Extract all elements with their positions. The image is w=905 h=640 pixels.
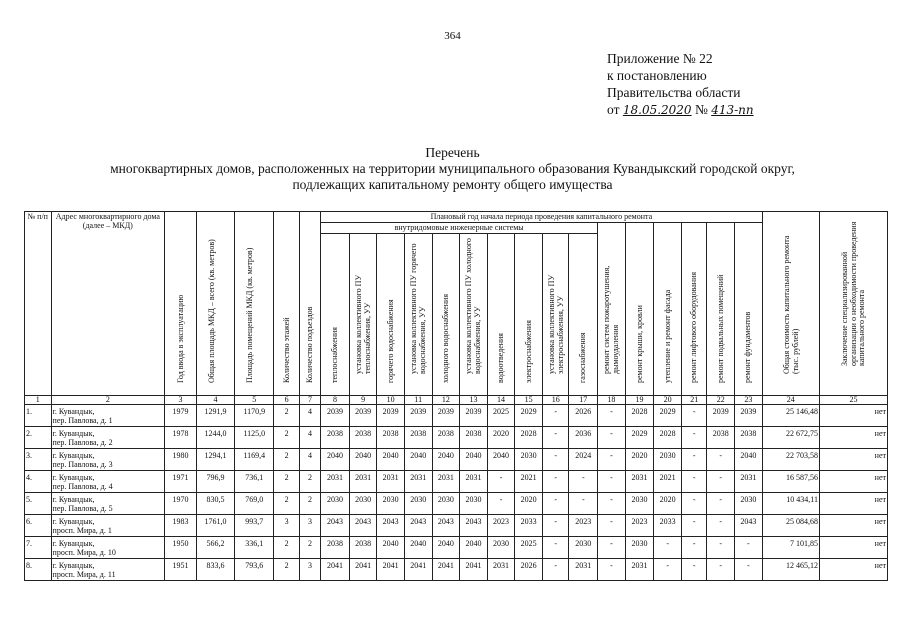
cell-c11: 2043 <box>404 515 432 537</box>
column-number: 3 <box>165 396 197 405</box>
address-city: г. Кувандык, <box>52 495 95 504</box>
cell-c14: 2020 <box>487 427 515 449</box>
cell-ent: 4 <box>299 427 320 449</box>
address-street: пер. Павлова, д. 1 <box>52 416 113 425</box>
cell-address <box>51 537 165 559</box>
table-row <box>25 405 888 427</box>
cell-ent: 2 <box>299 537 320 559</box>
cell-c12: 2040 <box>432 537 460 559</box>
cell-c10: 2039 <box>377 405 405 427</box>
cell-ent: 2 <box>299 493 320 515</box>
cell-c11: 2039 <box>404 405 432 427</box>
column-number: 21 <box>681 396 706 405</box>
cell-address <box>51 449 165 471</box>
cell-c22: - <box>707 537 735 559</box>
cell-prem: 336,1 <box>235 537 274 559</box>
cell-concl: нет <box>819 559 887 581</box>
cell-c9: 2030 <box>349 493 377 515</box>
cell-cost: 22 703,58 <box>762 449 819 471</box>
cell-c19: 2031 <box>625 559 654 581</box>
cell-c18: - <box>598 427 626 449</box>
header-total-area: Общая площадь МКД – всего (кв. метров) <box>196 212 234 396</box>
header-heat-meter: установка коллективного ПУ теплоснабжения, УУ <box>349 234 377 396</box>
cell-c12: 2030 <box>432 493 460 515</box>
cell-c11: 2040 <box>404 537 432 559</box>
cell-c16: - <box>542 471 569 493</box>
table-row <box>25 493 888 515</box>
cell-ent: 4 <box>299 405 320 427</box>
cell-total: 833,6 <box>196 559 234 581</box>
header-facade: утепление и ремонт фасада <box>654 223 682 396</box>
cell-c23: 2043 <box>735 515 763 537</box>
cell-c17: 2023 <box>569 515 598 537</box>
cell-c20: 2021 <box>654 471 682 493</box>
cell-prem: 769,0 <box>235 493 274 515</box>
title-line-2: многоквартирных домов, расположенных на территории муниципального образования Кувандыкский городской округ, <box>110 161 795 176</box>
cell-ent: 3 <box>299 559 320 581</box>
cell-c17: 2024 <box>569 449 598 471</box>
cell-c19: 2023 <box>625 515 654 537</box>
cell-c8: 2038 <box>321 427 350 449</box>
column-number: 13 <box>460 396 488 405</box>
cell-c9: 2041 <box>349 559 377 581</box>
header-total-cost: Общая стоимость капитального ремонта (тыс. рублей) <box>762 212 819 396</box>
cell-num: 2. <box>25 427 52 449</box>
column-number: 11 <box>404 396 432 405</box>
header-year-built: Год ввода в эксплуатацию <box>165 212 197 396</box>
cell-c12: 2038 <box>432 427 460 449</box>
header-heating: теплоснабжения <box>321 234 350 396</box>
cell-c10: 2041 <box>377 559 405 581</box>
column-number-row <box>25 396 888 405</box>
header-gas: газоснабжения <box>569 234 598 396</box>
column-number: 4 <box>196 396 234 405</box>
cell-c22: - <box>707 559 735 581</box>
address-street: пер. Павлова, д. 2 <box>52 438 113 447</box>
cell-c13: 2040 <box>460 537 488 559</box>
address-city: г. Кувандык, <box>52 539 95 548</box>
cell-floors: 2 <box>274 427 299 449</box>
cell-year: 1979 <box>165 405 197 427</box>
header-elevator: ремонт лифтового оборудования <box>681 223 706 396</box>
table-row <box>25 559 888 581</box>
cell-floors: 2 <box>274 449 299 471</box>
cell-c9: 2043 <box>349 515 377 537</box>
address-street: просп. Мира, д. 1 <box>52 526 112 535</box>
cell-c21: - <box>681 449 706 471</box>
cell-concl: нет <box>819 515 887 537</box>
number-prefix: № <box>691 102 712 117</box>
cell-c21: - <box>681 515 706 537</box>
column-number: 22 <box>707 396 735 405</box>
cell-prem: 1169,4 <box>235 449 274 471</box>
header-premises-area: Площадь помещений МКД (кв. метров) <box>235 212 274 396</box>
header-electricity-meter: установка коллективного ПУ электроснабжения, УУ <box>542 234 569 396</box>
cell-c23: - <box>735 537 763 559</box>
cell-cost: 10 434,11 <box>762 493 819 515</box>
date-prefix: от <box>607 102 623 117</box>
cell-c11: 2041 <box>404 559 432 581</box>
cell-c20: - <box>654 559 682 581</box>
cell-c22: - <box>707 471 735 493</box>
header-hot-water: горячего водоснабжения <box>377 234 405 396</box>
header-basement: ремонт подвальных помещений <box>707 223 735 396</box>
cell-c12: 2039 <box>432 405 460 427</box>
cell-prem: 1170,9 <box>235 405 274 427</box>
cell-prem: 793,6 <box>235 559 274 581</box>
cell-c10: 2038 <box>377 427 405 449</box>
header-electricity: электроснабжения <box>515 234 543 396</box>
address-street: просп. Мира, д. 11 <box>52 570 116 579</box>
cell-c10: 2040 <box>377 537 405 559</box>
address-street: просп. Мира, д. 10 <box>52 548 116 557</box>
cell-c21: - <box>681 493 706 515</box>
header-hot-water-meter: установка коллективного ПУ горячего водоснабжения, УУ <box>404 234 432 396</box>
table-row <box>25 537 888 559</box>
address-city: г. Кувандык, <box>52 451 95 460</box>
column-number: 10 <box>377 396 405 405</box>
cell-c21: - <box>681 471 706 493</box>
cell-year: 1983 <box>165 515 197 537</box>
column-number: 1 <box>25 396 52 405</box>
cell-c17: 2036 <box>569 427 598 449</box>
cell-c15: 2028 <box>515 427 543 449</box>
cell-c18: - <box>598 515 626 537</box>
cell-c22: 2039 <box>707 405 735 427</box>
cell-address <box>51 515 165 537</box>
cell-c19: 2028 <box>625 405 654 427</box>
cell-c17: - <box>569 471 598 493</box>
cell-c20: - <box>654 537 682 559</box>
header-sewerage: водоотведения <box>487 234 515 396</box>
header-roof: ремонт крыши, кровли <box>625 223 654 396</box>
cell-c23: 2039 <box>735 405 763 427</box>
cell-num: 6. <box>25 515 52 537</box>
cell-c8: 2039 <box>321 405 350 427</box>
cell-c18: - <box>598 405 626 427</box>
cell-year: 1971 <box>165 471 197 493</box>
cell-c12: 2041 <box>432 559 460 581</box>
column-number: 8 <box>321 396 350 405</box>
document-title <box>0 145 905 193</box>
cell-address <box>51 405 165 427</box>
column-number: 23 <box>735 396 763 405</box>
header-foundation: ремонт фундаментов <box>735 223 763 396</box>
table-row <box>25 427 888 449</box>
column-number: 19 <box>625 396 654 405</box>
appendix-block <box>607 50 754 119</box>
cell-c14: - <box>487 471 515 493</box>
cell-total: 566,2 <box>196 537 234 559</box>
cell-c13: 2040 <box>460 449 488 471</box>
header-cold-water: холодного водоснабжения <box>432 234 460 396</box>
cell-cost: 16 587,56 <box>762 471 819 493</box>
table-row <box>25 471 888 493</box>
cell-num: 8. <box>25 559 52 581</box>
cell-c11: 2030 <box>404 493 432 515</box>
cell-c19: 2031 <box>625 471 654 493</box>
header-planned-year-group: Плановый год начала периода проведения капитального ремонта <box>321 212 763 223</box>
cell-c11: 2040 <box>404 449 432 471</box>
cell-c19: 2029 <box>625 427 654 449</box>
cell-c16: - <box>542 405 569 427</box>
cell-floors: 2 <box>274 537 299 559</box>
cell-total: 830,5 <box>196 493 234 515</box>
cell-concl: нет <box>819 427 887 449</box>
cell-c18: - <box>598 559 626 581</box>
cell-c15: 2033 <box>515 515 543 537</box>
address-city: г. Кувандык, <box>52 429 95 438</box>
column-number: 25 <box>819 396 887 405</box>
repair-schedule-table <box>24 211 888 581</box>
cell-floors: 2 <box>274 559 299 581</box>
column-number: 9 <box>349 396 377 405</box>
cell-c8: 2043 <box>321 515 350 537</box>
cell-year: 1950 <box>165 537 197 559</box>
appendix-line-3: Правительства области <box>607 85 741 100</box>
title-line-3: подлежащих капитальному ремонту общего имущества <box>292 177 613 192</box>
cell-c11: 2031 <box>404 471 432 493</box>
cell-c22: - <box>707 449 735 471</box>
cell-c14: - <box>487 493 515 515</box>
appendix-line-1: Приложение № 22 <box>607 51 713 66</box>
header-num: № п/п <box>25 212 52 396</box>
column-number: 17 <box>569 396 598 405</box>
cell-year: 1970 <box>165 493 197 515</box>
header-address: Адрес многоквартирного дома (далее – МКД) <box>51 212 165 396</box>
cell-address <box>51 493 165 515</box>
cell-c20: 2020 <box>654 493 682 515</box>
cell-c21: - <box>681 537 706 559</box>
cell-c23: 2040 <box>735 449 763 471</box>
cell-concl: нет <box>819 471 887 493</box>
page-number: 364 <box>444 30 461 42</box>
cell-c22: - <box>707 493 735 515</box>
cell-total: 1294,1 <box>196 449 234 471</box>
cell-c10: 2031 <box>377 471 405 493</box>
column-number: 20 <box>654 396 682 405</box>
cell-floors: 2 <box>274 493 299 515</box>
cell-c12: 2031 <box>432 471 460 493</box>
cell-c12: 2040 <box>432 449 460 471</box>
cell-cost: 12 465,12 <box>762 559 819 581</box>
cell-c20: 2028 <box>654 427 682 449</box>
cell-ent: 4 <box>299 449 320 471</box>
header-conclusion: Заключение специализированной организации о необходимости проведения капитального ремонта <box>819 212 887 396</box>
cell-prem: 993,7 <box>235 515 274 537</box>
cell-cost: 7 101,85 <box>762 537 819 559</box>
header-entrances: Количество подъездов <box>299 212 320 396</box>
column-number: 5 <box>235 396 274 405</box>
cell-c19: 2030 <box>625 493 654 515</box>
cell-num: 4. <box>25 471 52 493</box>
cell-concl: нет <box>819 449 887 471</box>
cell-c15: 2021 <box>515 471 543 493</box>
column-number: 14 <box>487 396 515 405</box>
cell-floors: 3 <box>274 515 299 537</box>
cell-c16: - <box>542 449 569 471</box>
table-row <box>25 515 888 537</box>
cell-year: 1980 <box>165 449 197 471</box>
cell-c16: - <box>542 537 569 559</box>
cell-c9: 2038 <box>349 427 377 449</box>
cell-c14: 2025 <box>487 405 515 427</box>
cell-c14: 2030 <box>487 537 515 559</box>
cell-c10: 2040 <box>377 449 405 471</box>
cell-c15: 2026 <box>515 559 543 581</box>
cell-c13: 2031 <box>460 471 488 493</box>
cell-c10: 2030 <box>377 493 405 515</box>
cell-address <box>51 559 165 581</box>
cell-c20: 2029 <box>654 405 682 427</box>
cell-c13: 2038 <box>460 427 488 449</box>
cell-ent: 3 <box>299 515 320 537</box>
cell-num: 3. <box>25 449 52 471</box>
address-city: г. Кувандык, <box>52 517 95 526</box>
cell-c13: 2039 <box>460 405 488 427</box>
cell-address <box>51 427 165 449</box>
cell-c15: 2029 <box>515 405 543 427</box>
header-systems-group: внутридомовые инженерные системы <box>321 223 598 234</box>
cell-c9: 2039 <box>349 405 377 427</box>
cell-total: 1291,9 <box>196 405 234 427</box>
cell-concl: нет <box>819 537 887 559</box>
cell-concl: нет <box>819 493 887 515</box>
address-city: г. Кувандык, <box>52 407 95 416</box>
cell-c8: 2041 <box>321 559 350 581</box>
cell-c22: 2038 <box>707 427 735 449</box>
cell-c8: 2040 <box>321 449 350 471</box>
cell-c15: 2020 <box>515 493 543 515</box>
cell-c15: 2025 <box>515 537 543 559</box>
cell-floors: 2 <box>274 471 299 493</box>
cell-c9: 2031 <box>349 471 377 493</box>
cell-num: 5. <box>25 493 52 515</box>
cell-c16: - <box>542 515 569 537</box>
cell-total: 1761,0 <box>196 515 234 537</box>
cell-c17: 2030 <box>569 537 598 559</box>
cell-c14: 2040 <box>487 449 515 471</box>
cell-c18: - <box>598 449 626 471</box>
cell-c18: - <box>598 537 626 559</box>
address-street: пер. Павлова, д. 5 <box>52 504 113 513</box>
address-city: г. Кувандык, <box>52 473 95 482</box>
cell-address <box>51 471 165 493</box>
cell-c21: - <box>681 559 706 581</box>
cell-c23: 2038 <box>735 427 763 449</box>
column-number: 2 <box>51 396 165 405</box>
cell-prem: 736,1 <box>235 471 274 493</box>
header-fire-systems: ремонт систем пожаротушения, дымоудаления <box>598 223 626 396</box>
cell-total: 1244,0 <box>196 427 234 449</box>
address-street: пер. Павлова, д. 4 <box>52 482 113 491</box>
cell-prem: 1125,0 <box>235 427 274 449</box>
cell-floors: 2 <box>274 405 299 427</box>
cell-c19: 2020 <box>625 449 654 471</box>
cell-c16: - <box>542 559 569 581</box>
cell-num: 7. <box>25 537 52 559</box>
cell-total: 796,9 <box>196 471 234 493</box>
cell-year: 1951 <box>165 559 197 581</box>
column-number: 16 <box>542 396 569 405</box>
column-number: 15 <box>515 396 543 405</box>
appendix-date-line <box>607 101 754 119</box>
cell-year: 1978 <box>165 427 197 449</box>
cell-c14: 2031 <box>487 559 515 581</box>
cell-c21: - <box>681 405 706 427</box>
cell-c13: 2030 <box>460 493 488 515</box>
cell-c23: 2030 <box>735 493 763 515</box>
handwritten-date: 18.05.2020 <box>622 103 692 117</box>
appendix-line-2: к постановлению <box>607 68 707 83</box>
title-line-1: Перечень <box>425 145 480 160</box>
cell-c10: 2043 <box>377 515 405 537</box>
cell-c21: - <box>681 427 706 449</box>
cell-c8: 2031 <box>321 471 350 493</box>
cell-c19: 2030 <box>625 537 654 559</box>
cell-c14: 2023 <box>487 515 515 537</box>
column-number: 7 <box>299 396 320 405</box>
cell-cost: 22 672,75 <box>762 427 819 449</box>
cell-c16: - <box>542 427 569 449</box>
cell-c18: - <box>598 493 626 515</box>
cell-c13: 2043 <box>460 515 488 537</box>
cell-c18: - <box>598 471 626 493</box>
cell-c22: - <box>707 515 735 537</box>
cell-c13: 2041 <box>460 559 488 581</box>
column-number: 24 <box>762 396 819 405</box>
column-number: 18 <box>598 396 626 405</box>
cell-c20: 2030 <box>654 449 682 471</box>
cell-c8: 2038 <box>321 537 350 559</box>
cell-cost: 25 084,68 <box>762 515 819 537</box>
cell-c17: - <box>569 493 598 515</box>
address-city: г. Кувандык, <box>52 561 95 570</box>
table-body <box>25 405 888 581</box>
cell-c9: 2040 <box>349 449 377 471</box>
header-floors: Количество этажей <box>274 212 299 396</box>
cell-c8: 2030 <box>321 493 350 515</box>
cell-c17: 2031 <box>569 559 598 581</box>
cell-c23: - <box>735 559 763 581</box>
cell-c20: 2033 <box>654 515 682 537</box>
cell-c12: 2043 <box>432 515 460 537</box>
cell-ent: 2 <box>299 471 320 493</box>
table-row <box>25 449 888 471</box>
cell-c17: 2026 <box>569 405 598 427</box>
column-number: 6 <box>274 396 299 405</box>
cell-c23: 2031 <box>735 471 763 493</box>
cell-cost: 25 146,48 <box>762 405 819 427</box>
cell-c9: 2038 <box>349 537 377 559</box>
cell-concl: нет <box>819 405 887 427</box>
address-street: пер. Павлова, д. 3 <box>52 460 113 469</box>
cell-c16: - <box>542 493 569 515</box>
column-number: 12 <box>432 396 460 405</box>
header-cold-water-meter: установка коллективного ПУ холодного водоснабжения, УУ <box>460 234 488 396</box>
handwritten-number: 413-пп <box>711 103 754 117</box>
cell-c15: 2030 <box>515 449 543 471</box>
cell-num: 1. <box>25 405 52 427</box>
cell-c11: 2038 <box>404 427 432 449</box>
